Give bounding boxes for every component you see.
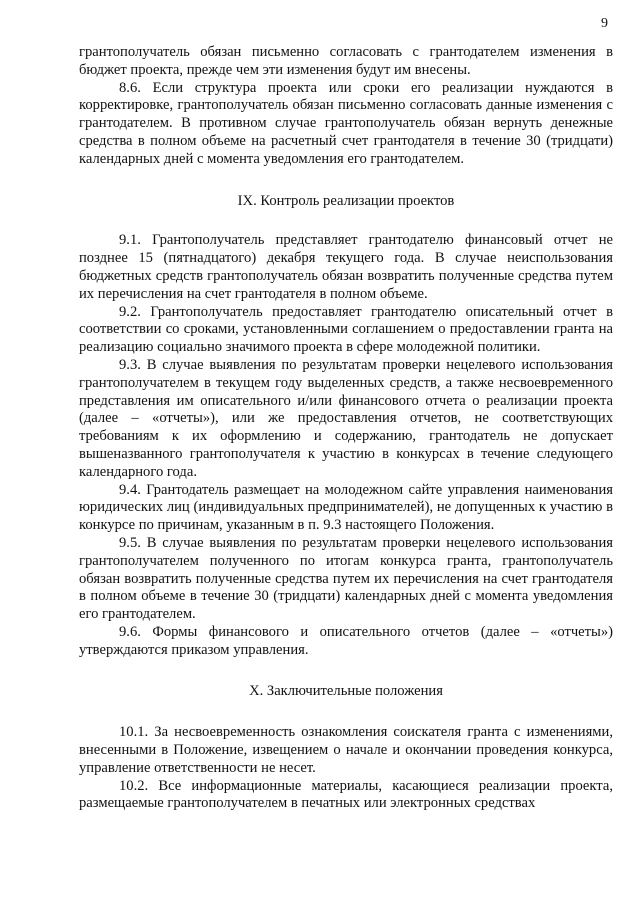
page-number: 9 [601, 16, 608, 31]
paragraph-9-4: 9.4. Грантодатель размещает на молодежном сайте управления наименования юридических лиц (индивидуальных предпринимателей), не допущенных к участию в конкурсе по причинам, указанным в п. 9.3 настоящего Положения. [79, 481, 613, 534]
section-ix-heading: IX. Контроль реализации проектов [237, 192, 455, 209]
paragraph-8-5-continuation: грантополучатель обязан письменно согласовать с грантодателем изменения в бюджет проекта, прежде чем эти изменения будут им внесены. [79, 44, 613, 78]
paragraph-9-5: 9.5. В случае выявления по результатам проверки нецелевого использования грантополучателем полученного по итогам конкурса гранта, грантополучатель обязан возвратить полученные средства путем их перечисления на счет грантодателя в полном объеме в течение 30 (тридцати) календарных дней с момента уведомления его грантодателем. [79, 534, 613, 623]
paragraph-8-6: 8.6. Если структура проекта или сроки его реализации нуждаются в корректировке, грантополучатель обязан письменно согласовать данные изменения с грантодателем. В противном случае грантополучатель обязан вернуть денежные средства в полном объеме на расчетный счет грантодателя в течение 30 (тридцати) календарных дней с момента уведомления его грантодателем. [79, 79, 613, 167]
paragraph-9-3: 9.3. В случае выявления по результатам проверки нецелевого использования грантополучателем в текущем году выделенных средств, а также несвоевременного представления им описательного и/или финансового отчета о реализации проекта (далее – «отчеты»), или же предоставления отчетов, не соответствующих требованиям к их оформлению и содержанию, грантодатель не допускает вышеназванного грантополучателя к участию в конкурсах в течение следующего календарного года. [79, 356, 613, 480]
paragraph-10-1: 10.1. За несвоевременность ознакомления соискателя гранта с изменениями, внесенными в Положение, извещением о начале и окончании проведения конкурса, управление ответственности не несет. [79, 724, 613, 776]
paragraph-9-1: 9.1. Грантополучатель представляет грантодателю финансовый отчет не позднее 15 (пятнадцатого) декабря текущего года. В случае неиспользования бюджетных средств грантополучатель обязан возвратить полученные средства путем их перечисления на счет грантодателя в полном объеме. [79, 232, 613, 302]
paragraph-9-6: 9.6. Формы финансового и описательного отчетов (далее – «отчеты») утверждаются приказом управления. [79, 623, 613, 658]
paragraph-9-2: 9.2. Грантополучатель предоставляет грантодателю описательный отчет в соответствии со сроками, установленными соглашением о предоставлении гранта на реализацию социально значимого проекта в сфере молодежной политики. [79, 303, 613, 356]
paragraph-10-2: 10.2. Все информационные материалы, касающиеся реализации проекта, размещаемые грантополучателем в печатных или электронных средствах [79, 777, 613, 812]
section-x-heading: X. Заключительные положения [249, 682, 443, 699]
